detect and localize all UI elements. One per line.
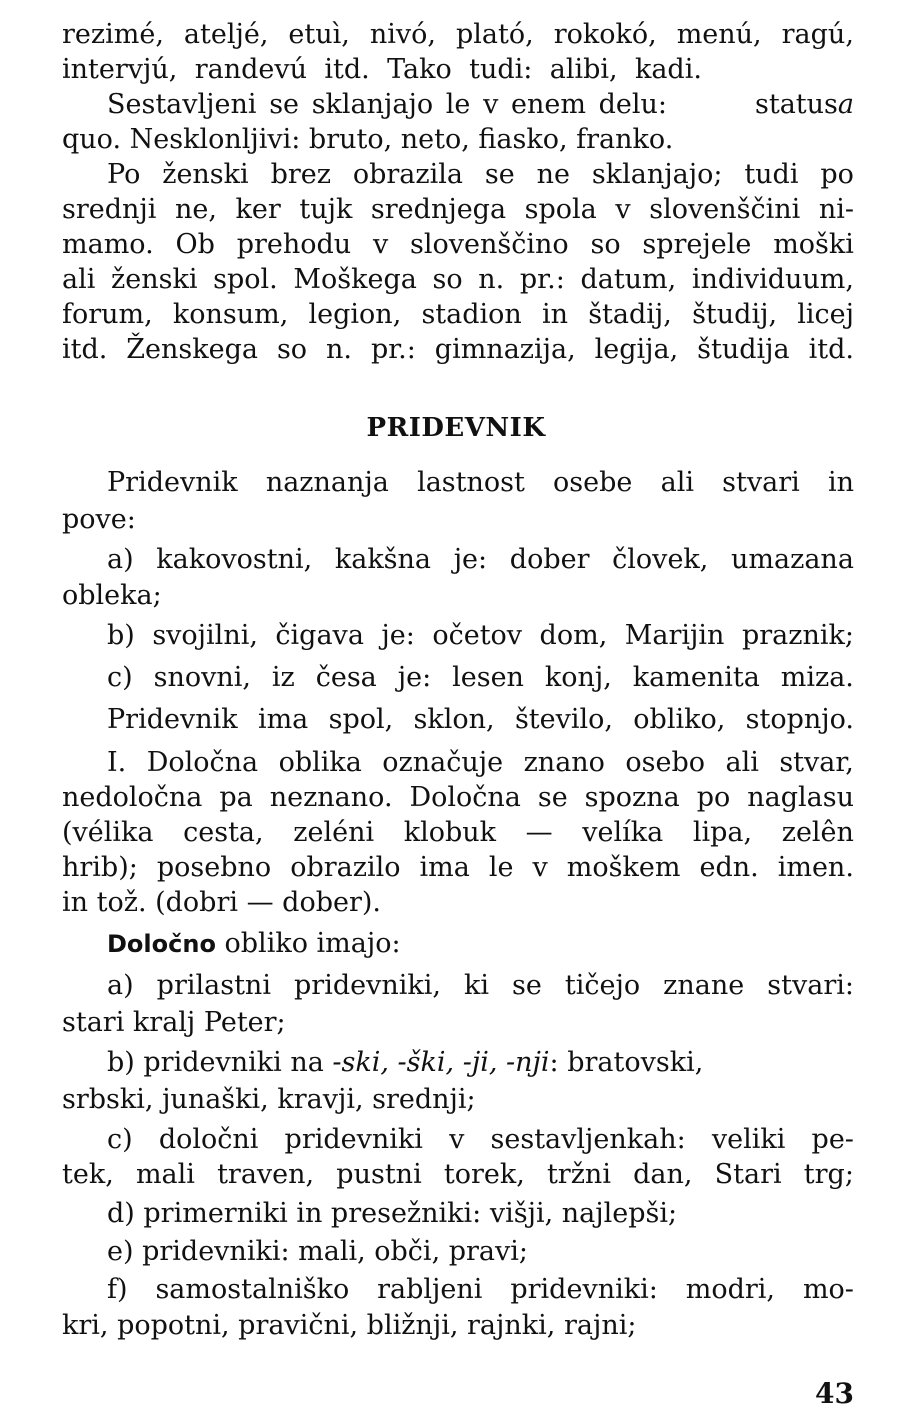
word: označuje	[382, 747, 504, 778]
word: število,	[514, 704, 613, 735]
text-line: kri, popotni, pravični, bližnji, rajnki, rajni;	[62, 1310, 637, 1341]
text-line: in tož. (dobri — dober).	[62, 887, 381, 918]
word: cesta,	[183, 817, 264, 848]
word: I.	[107, 747, 127, 778]
word: pr.:	[519, 264, 565, 295]
word: torek,	[443, 1159, 525, 1190]
word: srednji	[62, 194, 157, 225]
text-line	[62, 1157, 854, 1193]
word: moški	[773, 229, 854, 260]
word: so	[276, 334, 308, 365]
text-line	[62, 332, 854, 368]
word: se	[537, 782, 568, 813]
word: Marijin	[624, 620, 725, 651]
text-line	[62, 297, 854, 333]
text-line	[107, 926, 401, 962]
word: stvari	[722, 467, 800, 498]
word: enem	[511, 89, 586, 120]
word: kakovostni,	[156, 544, 313, 575]
word: v	[483, 89, 499, 120]
text-line	[107, 702, 854, 738]
word: samostalniško	[155, 1274, 350, 1305]
word: rokokó,	[553, 19, 657, 50]
word: Pridevnik	[107, 704, 238, 735]
word: dom,	[539, 620, 608, 651]
word: kadi.	[634, 54, 702, 85]
word: očetov	[432, 620, 523, 651]
word: pr.:	[370, 334, 416, 365]
text-line: pove:	[62, 504, 136, 535]
word: česa	[315, 662, 377, 693]
word: iz	[271, 662, 295, 693]
word: Določna	[409, 782, 521, 813]
word: je:	[453, 544, 488, 575]
word: Ob	[175, 229, 215, 260]
word: a)	[107, 544, 134, 575]
word: f)	[107, 1274, 128, 1305]
word: Sestavljeni	[107, 89, 257, 120]
word: zelên	[781, 817, 854, 848]
word: slovenščini	[649, 194, 801, 225]
word: sklanjajo;	[591, 159, 723, 190]
word: itd.	[62, 334, 108, 365]
word: praznik;	[741, 620, 854, 651]
word: neznano.	[269, 782, 393, 813]
word: klobuk	[403, 817, 497, 848]
word: trg;	[803, 1159, 854, 1190]
word: kamenita	[632, 662, 760, 693]
word: srednjega	[370, 194, 507, 225]
word: veliki	[711, 1124, 786, 1155]
word: obrazilo	[290, 852, 401, 883]
text-line	[107, 1272, 854, 1308]
text-line	[107, 157, 854, 193]
word: znane	[663, 970, 745, 1001]
word: pridevniki,	[294, 970, 441, 1001]
word: v	[532, 852, 548, 883]
word: in	[542, 299, 569, 330]
word: le	[488, 852, 514, 883]
word: moškem	[566, 852, 681, 883]
word: tičejo	[564, 970, 641, 1001]
text-line	[62, 17, 854, 53]
word: imen.	[777, 852, 854, 883]
text-line	[107, 1122, 854, 1158]
word: intervjú,	[62, 54, 178, 85]
word: stopnjo.	[745, 704, 854, 735]
word: tudi	[744, 159, 799, 190]
word: se	[484, 159, 515, 190]
word: etuì,	[288, 19, 350, 50]
word: naznanja	[265, 467, 389, 498]
word: ni-	[818, 194, 854, 225]
word: pa	[219, 782, 253, 813]
word: spozna	[584, 782, 680, 813]
text-line	[107, 1045, 854, 1081]
word: ateljé,	[183, 19, 269, 50]
word: ki	[463, 970, 489, 1001]
word: prilastni	[156, 970, 271, 1001]
word: ali	[660, 467, 694, 498]
word: n.	[478, 264, 505, 295]
word: v	[615, 194, 631, 225]
word: oblika	[278, 747, 362, 778]
word: randevú	[194, 54, 308, 85]
word: se	[512, 970, 542, 1001]
word: svojilni,	[152, 620, 258, 651]
word: lipa,	[692, 817, 753, 848]
text-span: obliko imajo:	[215, 928, 401, 959]
word: spol,	[328, 704, 394, 735]
section-heading: PRIDEVNIK	[366, 413, 546, 443]
word: tujk	[299, 194, 353, 225]
word: osebe	[553, 467, 633, 498]
word: mali	[135, 1159, 195, 1190]
word: Stari	[714, 1159, 782, 1190]
text-line	[62, 815, 854, 851]
word: Po	[107, 159, 141, 190]
text-line: quo. Nesklonljivi: bruto, neto, fiasko, franko.	[62, 124, 674, 155]
word: sklanjajo	[311, 89, 434, 120]
word: snovni,	[153, 662, 251, 693]
word: Določna	[146, 747, 259, 778]
word: hrib);	[62, 852, 138, 883]
word: ženski	[111, 264, 198, 295]
word: Ženskega	[126, 334, 259, 365]
text-line	[62, 192, 854, 228]
word: kakšna	[334, 544, 432, 575]
word: posebno	[156, 852, 272, 883]
word: velíka	[582, 817, 664, 848]
word: lesen	[452, 662, 524, 693]
word: človek,	[612, 544, 709, 575]
word: a)	[107, 970, 134, 1001]
word: n.	[326, 334, 352, 365]
word: stvari:	[767, 970, 854, 1001]
text-line	[62, 227, 854, 263]
word: nedoločna	[62, 782, 203, 813]
word: naglasu	[747, 782, 854, 813]
word: sklon,	[413, 704, 495, 735]
word: miza.	[780, 662, 854, 693]
word: status	[754, 89, 838, 120]
word: —	[525, 817, 553, 848]
word: študija	[697, 334, 790, 365]
word: zeléni	[293, 817, 375, 848]
text-span: : bratovski,	[549, 1047, 704, 1078]
word: (vélika	[62, 817, 154, 848]
word: alibi,	[549, 54, 618, 85]
word: individuum,	[691, 264, 854, 295]
word: c)	[107, 662, 133, 693]
text-line: e) pridevniki: mali, obči, pravi;	[107, 1236, 529, 1267]
text-line	[62, 780, 854, 816]
text-line	[107, 745, 854, 781]
word: ima	[419, 852, 470, 883]
word: ne,	[175, 194, 217, 225]
word: štadij,	[588, 299, 672, 330]
bold-term: Določno	[107, 930, 216, 958]
word: slovenščino	[410, 229, 569, 260]
word: ragú,	[781, 19, 854, 50]
word: ali	[62, 264, 96, 295]
word: Tako	[387, 54, 452, 85]
word: stvar,	[779, 747, 854, 778]
text-line	[62, 850, 854, 886]
word: forum,	[62, 299, 153, 330]
word: rabljeni	[377, 1274, 483, 1305]
word: je:	[397, 662, 432, 693]
text-line: srbski, junaški, kravji, srednji;	[62, 1084, 476, 1115]
word: ali	[725, 747, 759, 778]
word: traven,	[217, 1159, 315, 1190]
word: dan,	[633, 1159, 693, 1190]
word: ima	[257, 704, 309, 735]
word: menú,	[676, 19, 762, 50]
word: so	[432, 264, 463, 295]
word: tudi:	[469, 54, 533, 85]
word: lastnost	[417, 467, 525, 498]
word: itd.	[324, 54, 370, 85]
text-line: d) primerniki in presežniki: višji, najlepši;	[107, 1198, 678, 1229]
word: stadion	[421, 299, 522, 330]
word: Moškega	[293, 264, 417, 295]
text-line	[107, 968, 854, 1004]
italic-suffixes: -ski, -ški, -ji, -nji	[332, 1047, 550, 1078]
word: ženski	[162, 159, 249, 190]
word: ker	[235, 194, 281, 225]
word: sprejele	[642, 229, 752, 260]
word: b)	[107, 620, 135, 651]
word: se	[269, 89, 300, 120]
word: modri,	[685, 1274, 776, 1305]
word: sestavljenkah:	[490, 1124, 686, 1155]
word: določni	[158, 1124, 259, 1155]
text-line	[107, 465, 854, 501]
word: konsum,	[172, 299, 289, 330]
word: tržni	[546, 1159, 611, 1190]
word: in	[827, 467, 854, 498]
word: datum,	[580, 264, 677, 295]
word: čigava	[275, 620, 364, 651]
word: licej	[797, 299, 854, 330]
word: edn.	[699, 852, 759, 883]
word: mamo.	[62, 229, 154, 260]
word: pridevniki:	[510, 1274, 658, 1305]
word: obliko,	[633, 704, 726, 735]
word: v	[372, 229, 389, 260]
word: umazana	[731, 544, 854, 575]
word: študij,	[692, 299, 778, 330]
word: itd.	[808, 334, 854, 365]
page-number: 43	[815, 1377, 854, 1410]
word: c)	[107, 1124, 133, 1155]
word: konj,	[544, 662, 612, 693]
text-line	[107, 660, 854, 696]
word: spola	[524, 194, 597, 225]
text-line: obleka;	[62, 580, 162, 611]
word: pustni	[336, 1159, 422, 1190]
italic-letter: a	[837, 89, 854, 120]
text-line	[62, 52, 702, 88]
word: rezimé,	[62, 19, 164, 50]
text-line	[107, 618, 854, 654]
text-line: stari kralj Peter;	[62, 1007, 286, 1038]
word: gimnazija,	[434, 334, 576, 365]
text-line	[62, 262, 854, 298]
word: po	[820, 159, 854, 190]
text-span: b) pridevniki na	[107, 1047, 333, 1078]
word: dober	[509, 544, 590, 575]
word: legion,	[308, 299, 402, 330]
word: le	[445, 89, 471, 120]
word: legija,	[594, 334, 679, 365]
word: brez	[270, 159, 331, 190]
word: po	[696, 782, 731, 813]
word: so	[590, 229, 621, 260]
text-line	[107, 87, 854, 123]
word: prehodu	[236, 229, 352, 260]
word: ne	[536, 159, 570, 190]
word: mo-	[802, 1274, 854, 1305]
word: je:	[381, 620, 415, 651]
word: osebo	[625, 747, 706, 778]
word: znano	[523, 747, 605, 778]
word: v	[449, 1124, 465, 1155]
word: pe-	[811, 1124, 854, 1155]
word: nivó,	[369, 19, 436, 50]
word: Pridevnik	[107, 467, 238, 498]
word: pridevniki	[284, 1124, 423, 1155]
word: tek,	[62, 1159, 114, 1190]
word: delu:	[598, 89, 667, 120]
word: spol.	[213, 264, 278, 295]
word: plató,	[455, 19, 534, 50]
word: obrazila	[352, 159, 463, 190]
text-line	[107, 542, 854, 578]
